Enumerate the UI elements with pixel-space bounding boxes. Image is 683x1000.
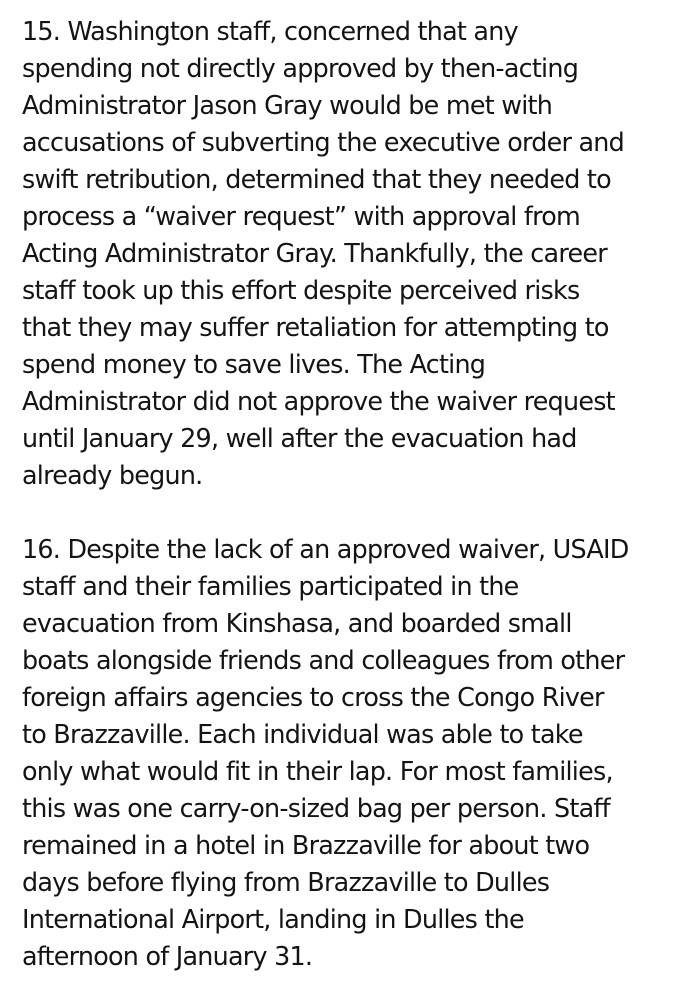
text-line: this was one carry-on-sized bag per person. Staff: [22, 793, 610, 823]
text-line: International Airport, landing in Dulles the: [22, 904, 524, 934]
text-line: evacuation from Kinshasa, and boarded small: [22, 608, 572, 638]
text-line: days before flying from Brazzaville to Dulles: [22, 867, 550, 897]
document-body: [22, 13, 677, 975]
text-line: staff took up this effort despite perceived risks: [22, 275, 580, 305]
text-line: to Brazzaville. Each individual was able to take: [22, 719, 583, 749]
text-line: already begun.: [22, 460, 203, 490]
text-line: foreign affairs agencies to cross the Congo River: [22, 682, 604, 712]
text-line: only what would fit in their lap. For most families,: [22, 756, 613, 786]
text-line: swift retribution, determined that they needed to: [22, 164, 611, 194]
text-line: boats alongside friends and colleagues from other: [22, 645, 625, 675]
paragraph-15: [22, 13, 677, 494]
text-line: 15. Washington staff, concerned that any: [22, 16, 518, 46]
text-line: Administrator Jason Gray would be met with: [22, 90, 553, 120]
text-line: process a “waiver request” with approval from: [22, 201, 580, 231]
text-line: Acting Administrator Gray. Thankfully, the career: [22, 238, 607, 268]
text-line: that they may suffer retaliation for attempting to: [22, 312, 609, 342]
text-line: until January 29, well after the evacuation had: [22, 423, 577, 453]
text-line: spend money to save lives. The Acting: [22, 349, 486, 379]
text-line: Administrator did not approve the waiver request: [22, 386, 615, 416]
text-line: remained in a hotel in Brazzaville for about two: [22, 830, 590, 860]
paragraph-16: [22, 531, 677, 975]
text-line: spending not directly approved by then-acting: [22, 53, 579, 83]
text-line: accusations of subverting the executive order and: [22, 127, 625, 157]
text-line: 16. Despite the lack of an approved waiver, USAID: [22, 534, 629, 564]
text-line: staff and their families participated in the: [22, 571, 519, 601]
text-line: afternoon of January 31.: [22, 941, 313, 971]
